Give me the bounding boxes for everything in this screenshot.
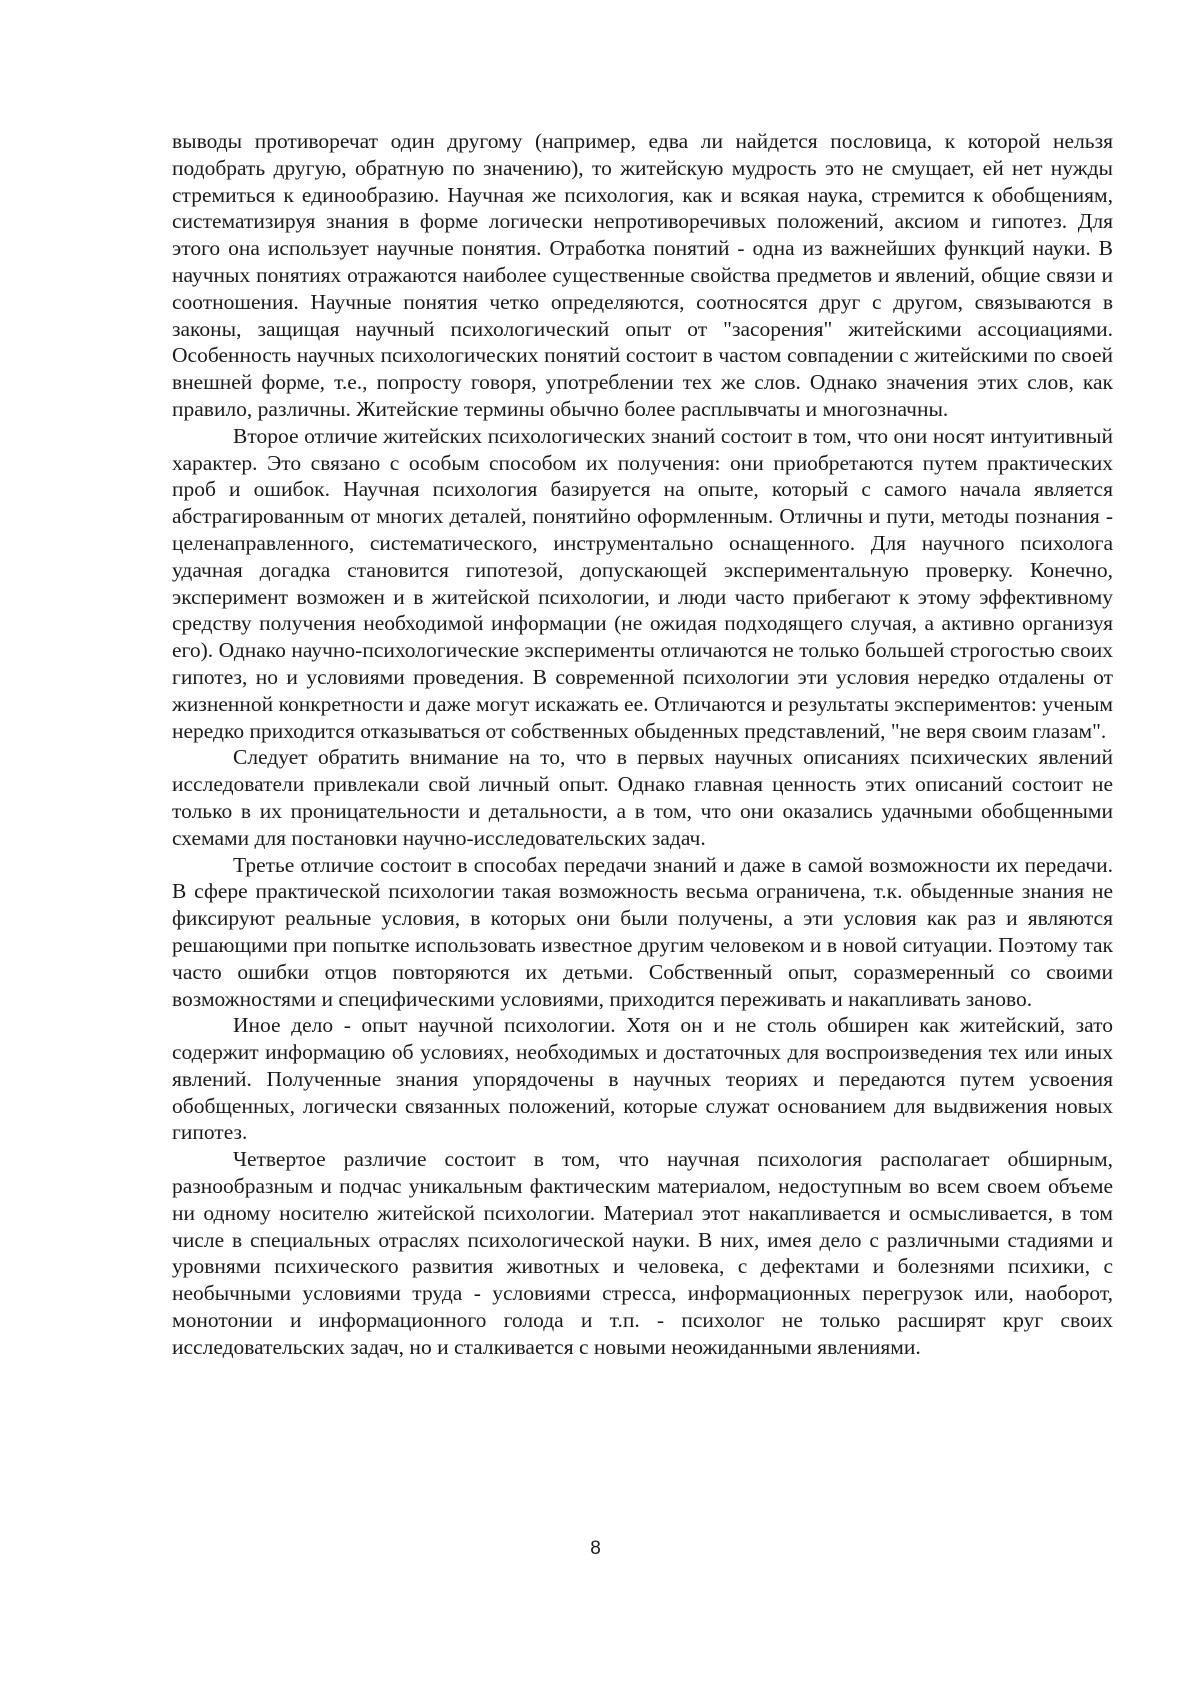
paragraph-scientific-experience: Иное дело - опыт научной психологии. Хотя он и не столь обширен как житейский, зато содержит информацию об условиях, необходимых и достаточных для воспроизведения тех или иных явлений. Полученные знания упорядочены в научных теориях и передаются путем усвоения обобщенных, логически связанных положений, которые служат основанием для выдвижения новых гипотез. xyxy=(172,1013,1113,1145)
body-text xyxy=(172,128,1113,1361)
paragraph-second-difference: Второе отличие житейских психологических знаний состоит в том, что они носят интуитивный характер. Это связано с особым способом их получения: они приобретаются путем практических проб и ошибок. Научная психология базируется на опыте, который с самого начала является абстрагированным от многих деталей, понятийно оформленным. Отличны и пути, методы познания - целенаправленного, систематического, инструментально оснащенного. Для научного психолога удачная догадка становится гипотезой, допускающей экспериментальную проверку. Конечно, эксперимент возможен и в житейской психологии, и люди часто прибегают к этому эффективному средству получения необходимой информации (не ожидая подходящего случая, а активно организуя его). Однако научно-психологические эксперименты отличаются не только большей строгостью своих гипотез, но и условиями проведения. В современной психологии эти условия нередко отдалены от жизненной конкретности и даже могут искажать ее. Отличаются и результаты экспериментов: ученым нередко приходится отказываться от собственных обыденных представлений, "не веря своим глазам". xyxy=(172,423,1113,743)
paragraph-third-difference: Третье отличие состоит в способах передачи знаний и даже в самой возможности их передачи. В сфере практической психологии такая возможность весьма ограничена, т.к. обыденные знания не фиксируют реальные условия, в которых они были получены, а эти условия как раз и являются решающими при попытке использовать известное другим человеком и в новой ситуации. Поэтому так часто ошибки отцов повторяются их детьми. Собственный опыт, соразмеренный со своими возможностями и специфическими условиями, приходится переживать и накапливать заново. xyxy=(172,852,1113,1011)
paragraph-continuation: выводы противоречат один другому (например, едва ли найдется пословица, к которой нельзя подобрать другую, обратную по значению), то житейскую мудрость это не смущает, ей нет нужды стремиться к единообразию. Научная же психология, как и всякая наука, стремится к обобщениям, систематизируя знания в форме логически непротиворечивых положений, аксиом и гипотез. Для этого она использует научные понятия. Отработка понятий - одна из важнейших функций науки. В научных понятиях отражаются наиболее существенные свойства предметов и явлений, общие связи и соотношения. Научные понятия четко определяются, соотносятся друг с другом, связываются в законы, защищая научный психологический опыт от "засорения" житейскими ассоциациями. Особенность научных психологических понятий состоит в частом совпадении с житейскими по своей внешней форме, т.е., попросту говоря, употреблении тех же слов. Однако значения этих слов, как правило, различны. Житейские термины обычно более расплывчаты и многозначны. xyxy=(172,129,1113,421)
paragraph-personal-experience: Следует обратить внимание на то, что в первых научных описаниях психических явлений исследователи привлекали свой личный опыт. Однако главная ценность этих описаний состоит не только в их проницательности и детальности, а в том, что они оказались удачными обобщенными схемами для постановки научно-исследовательских задач. xyxy=(172,745,1113,850)
paragraph-fourth-difference: Четвертое различие состоит в том, что научная психология располагает обширным, разнообразным и подчас уникальным фактическим материалом, недоступным во всем своем объеме ни одному носителю житейской психологии. Материал этот накапливается и осмысливается, в том числе в специальных отраслях психологической науки. В них, имея дело с различными стадиями и уровнями психического развития животных и человека, с дефектами и болезнями психики, с необычными условиями труда - условиями стресса, информационных перегрузок или, наоборот, монотонии и информационного голода и т.п. - психолог не только расширят круг своих исследовательских задач, но и сталкивается с новыми неожиданными явлениями. xyxy=(172,1147,1113,1359)
page-number: 8 xyxy=(590,1538,601,1559)
